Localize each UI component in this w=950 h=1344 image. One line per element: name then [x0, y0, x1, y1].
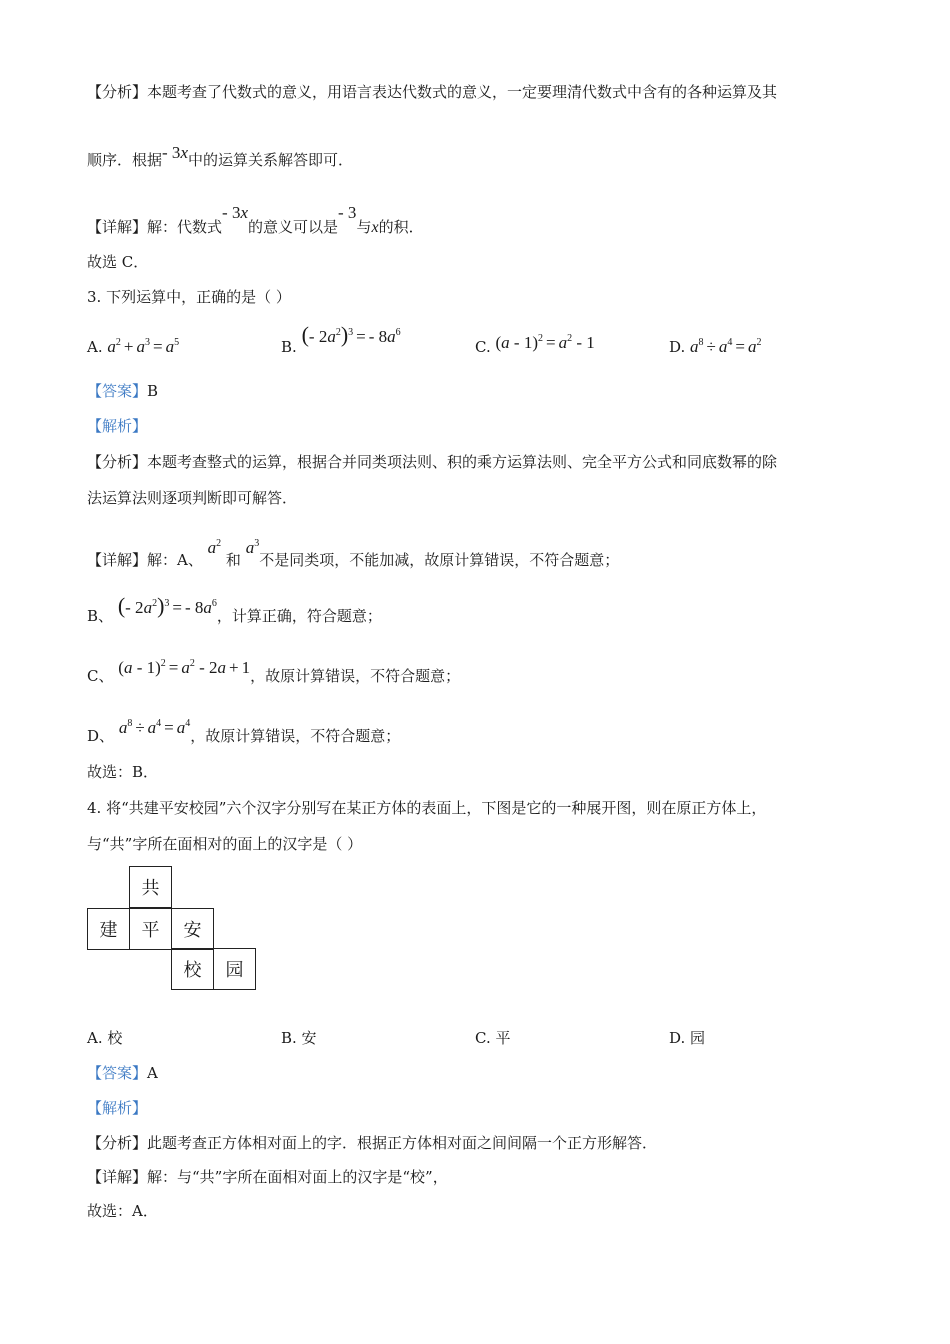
q3-stem: 3. 下列运算中，正确的是（ ）	[87, 288, 291, 306]
math-detail-b: (- $2a^2)^3$ = - $8a^6$	[117, 593, 217, 618]
net-cell-jian: 建	[87, 908, 130, 950]
q4-answer-line	[87, 1063, 158, 1083]
q3-analysis-text-1: 本题考查整式的运算，根据合并同类项法则、积的乘方运算法则、完全平方公式和同底数幂的除	[147, 453, 778, 471]
q3-option-c	[475, 329, 595, 357]
q4-stem-line-1: 4. 将“共建平安校园”六个汉字分别写在某正方体的表面上，下图是它的一种展开图，则在原正方体上，	[87, 799, 767, 817]
q3-conclusion: 故选：B．	[87, 763, 159, 781]
q4-detail-label: 【详解】	[87, 1168, 148, 1186]
q4-analysis-line	[87, 1133, 657, 1153]
q2-detail-text-d: 的积．	[378, 218, 424, 236]
q3-detail-a-line	[87, 534, 619, 570]
net-cell-xiao: 校	[171, 948, 214, 990]
math-detail-c: $(a - 1)^2 = a^2 - 2a + 1$	[118, 658, 251, 677]
math-a3: $a^3$	[245, 538, 260, 557]
q3-explain-label: 【解析】	[87, 417, 148, 435]
q3-answer-line	[87, 381, 158, 401]
cube-net	[87, 866, 259, 992]
q3-detail-a-prefix: 解：A、	[147, 551, 203, 569]
q3-detail-d-line	[87, 714, 400, 746]
q4-option-d: D. 园	[669, 1029, 706, 1047]
q3-detail-a-and: 和	[225, 551, 241, 569]
q2-analysis-line-2	[87, 143, 353, 170]
math-option-d: $a^8 \div a^4 = a^2$	[690, 337, 762, 356]
q3-option-b-label: B.	[281, 338, 297, 356]
q2-analysis-text-1: 本题考查了代数式的意义，用语言表达代数式的意义，一定要理清代数式中含有的各种运算及其	[147, 83, 778, 101]
q3-detail-d-prefix: D、	[87, 727, 115, 745]
q3-option-c-label: C.	[475, 338, 491, 356]
q3-detail-b-text: ，计算正确，符合题意；	[216, 607, 382, 625]
q4-stem-line-2: 与“共”字所在面相对的面上的汉字是（ ）	[87, 835, 363, 853]
q2-detail-x: x	[371, 219, 379, 236]
q2-detail-line	[87, 203, 424, 238]
q3-detail-d-text: ，故原计算错误，不符合题意；	[190, 727, 401, 745]
math-option-c: $(a - 1)^2 = a^2 - 1$	[495, 333, 595, 352]
q2-analysis-line-1	[87, 82, 777, 102]
q3-analysis-label: 【分析】	[87, 453, 148, 471]
math-option-a: $a^2 + a^3 = a^5$	[107, 337, 180, 356]
q2-analysis-label: 【分析】	[87, 83, 148, 101]
math-neg-3x: - 3x	[162, 143, 188, 162]
q3-detail-label: 【详解】	[87, 551, 148, 569]
net-cell-gong: 共	[129, 866, 172, 908]
q3-analysis-line-1	[87, 452, 777, 472]
q4-detail-text: 解：与“共”字所在面相对面上的汉字是“校”，	[147, 1168, 448, 1186]
q4-detail-line	[87, 1167, 448, 1187]
q4-answer: A	[147, 1064, 158, 1082]
q4-analysis-label: 【分析】	[87, 1134, 148, 1152]
math-a2: $a^2$	[207, 538, 222, 557]
q4-conclusion: 故选：A．	[87, 1202, 158, 1220]
q3-answer-label: 【答案】	[87, 382, 148, 400]
q4-option-a: A. 校	[87, 1029, 123, 1047]
math-option-b: (- $2a^2)^3$ = - $8a^6$	[301, 322, 401, 347]
q3-option-b	[281, 323, 401, 357]
q2-conclusion: 故选 C．	[87, 253, 149, 271]
q3-detail-b-line	[87, 594, 382, 626]
q4-analysis-text: 此题考查正方体相对面上的字．根据正方体相对面之间间隔一个正方形解答．	[147, 1134, 658, 1152]
q2-detail-text-b: 的意义可以是	[248, 218, 339, 236]
q2-detail-text-c: 与	[356, 218, 372, 236]
q2-detail-text-a: 解：代数式	[147, 218, 223, 236]
net-cell-yuan: 园	[213, 948, 256, 990]
net-cell-an: 安	[171, 908, 214, 950]
q3-detail-b-prefix: B、	[87, 607, 114, 625]
q4-option-c: C. 平	[475, 1029, 511, 1047]
math-detail-d: $a^8 \div a^4 = a^4$	[118, 718, 191, 737]
net-cell-ping: 平	[129, 908, 172, 950]
math-neg-3x-expr: - 3x	[222, 203, 248, 222]
q3-detail-c-line	[87, 654, 460, 686]
q3-options-row	[87, 322, 887, 359]
q3-option-a-label: A.	[87, 338, 103, 356]
q2-analysis-text-2b: 中的运算关系解答即可．	[187, 151, 353, 169]
q4-options-row	[87, 1028, 887, 1050]
q3-analysis-line-2: 法运算法则逐项判断即可解答．	[87, 489, 298, 507]
q3-option-d	[669, 333, 761, 357]
q3-answer: B	[147, 382, 159, 400]
math-neg-3: - 3	[338, 203, 357, 222]
q3-option-d-label: D.	[669, 338, 686, 356]
q3-detail-c-prefix: C、	[87, 667, 114, 685]
q2-analysis-text-2a: 顺序．根据	[87, 151, 163, 169]
q4-answer-label: 【答案】	[87, 1064, 148, 1082]
q3-detail-c-text: ，故原计算错误，不符合题意；	[250, 667, 461, 685]
q3-option-a	[87, 333, 179, 357]
q3-detail-a-text: 不是同类项，不能加减，故原计算错误，不符合题意；	[259, 551, 620, 569]
q4-option-b: B. 安	[281, 1029, 317, 1047]
q4-explain-label: 【解析】	[87, 1099, 148, 1117]
q2-detail-label: 【详解】	[87, 218, 148, 236]
